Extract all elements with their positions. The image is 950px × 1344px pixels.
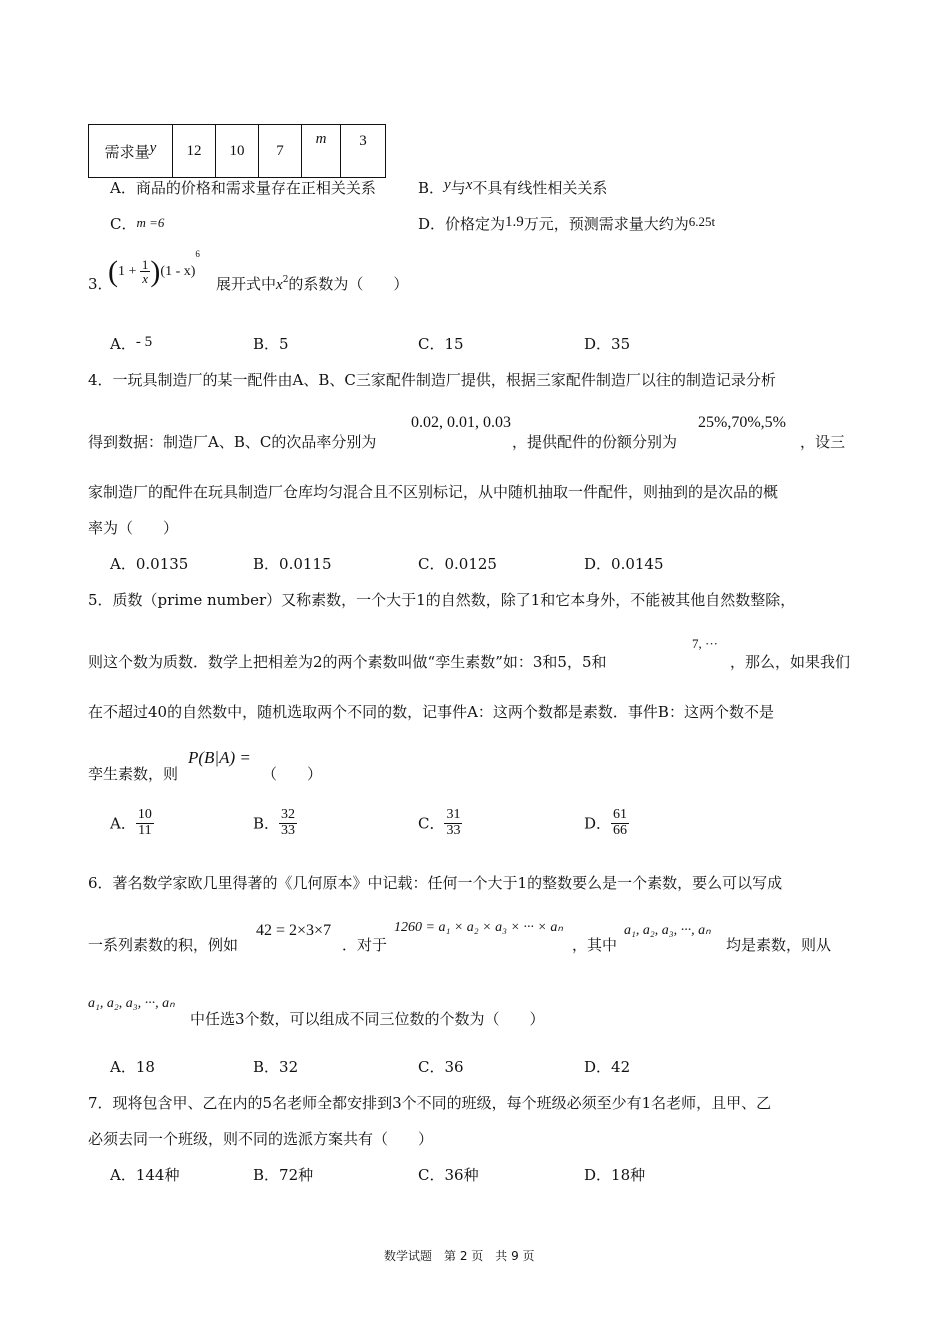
q5-line-4b: （ ） xyxy=(262,765,323,783)
table-row xyxy=(89,125,386,178)
q2-option-d: D．价格定为1.9万元，预测需求量大约为6.25t xyxy=(418,214,716,233)
q4-line-1: 4．一玩具制造厂的某一配件由A、B、C三家配件制造厂提供，根据三家配件制造厂以往的制造记录分析 xyxy=(88,371,776,389)
q6-product: 1260 = a₁ × a₂ × a₃ × ··· × aₙ xyxy=(394,920,563,935)
q3-option-a: A．- 5 xyxy=(110,334,153,353)
q6-line-1: 6．著名数学家欧几里得著的《几何原本》中记载：任何一个大于1的整数要么是一个素数，要么可以写成 xyxy=(88,874,783,892)
table-cell: 7 xyxy=(259,125,302,178)
q4-line-2c: ，设三 xyxy=(800,433,846,451)
q2-option-b: B．y与x不具有线性相关关系 xyxy=(418,177,608,197)
q7-option-b: B．72种 xyxy=(253,1166,314,1184)
q6-line-2b: ．对于 xyxy=(342,936,388,954)
q7-line-1: 7．现将包含甲、乙在内的5名老师全都安排到3个不同的班级，每个班级必须至少有1名老师，且甲、乙 xyxy=(88,1094,772,1112)
q4-rates: 0.02, 0.01, 0.03 xyxy=(411,414,511,431)
q6-line-2c: ，其中 xyxy=(572,936,618,954)
q6-option-a: A．18 xyxy=(110,1058,155,1076)
q4-option-c: C．0.0125 xyxy=(418,555,497,573)
demand-table xyxy=(88,124,386,178)
q5-line-2a: 则这个数为质数．数学上把相差为2的两个素数叫做“孪生素数”如：3和5，5和 xyxy=(88,653,607,671)
q4-option-d: D．0.0145 xyxy=(584,555,664,573)
q6-example: 42 = 2×3×7 xyxy=(256,922,332,939)
q5-line-1: 5．质数（prime number）又称素数，一个大于1的自然数，除了1和它本身外，不能被其他自然数整除， xyxy=(88,591,796,609)
q5-option-c: C． $\frac{31}{33}$ xyxy=(418,807,461,838)
q5-option-b: B． $\frac{32}{33}$ xyxy=(253,807,296,838)
q4-shares: 25%,70%,5% xyxy=(698,414,786,431)
q6-option-b: B．32 xyxy=(253,1058,299,1076)
table-cell: 3 xyxy=(341,125,386,178)
q6-option-c: C．36 xyxy=(418,1058,464,1076)
q3-expression: (1 + $\frac{1}{x}$ )(1 - x)$^6$ xyxy=(108,249,200,288)
q3-text: 展开式中$x^2$的系数为（ ） xyxy=(216,275,409,293)
q5-probability: P(B|A) = xyxy=(188,748,251,767)
q4-option-a: A．0.0135 xyxy=(110,555,189,573)
q3-option-c: C．15 xyxy=(418,335,464,353)
q2-option-c: C．m =6 xyxy=(110,215,165,233)
q4-line-3: 家制造厂的配件在玩具制造厂仓库均匀混合且不区别标记，从中随机抽取一件配件，则抽到的是次品的概 xyxy=(88,483,779,501)
q6-line-2a: 一系列素数的积，例如 xyxy=(88,936,239,954)
q6-line-3: 中任选3个数，可以组成不同三位数的个数为（ ） xyxy=(190,1010,545,1028)
q2-option-a: A．商品的价格和需求量存在正相关关系 xyxy=(110,179,376,197)
q5-sequence: 7, ··· xyxy=(692,636,718,651)
q7-line-2: 必须去同一个班级，则不同的选派方案共有（ ） xyxy=(88,1130,434,1148)
q5-option-d: D． $\frac{61}{66}$ xyxy=(584,807,628,838)
table-row-label: 需求量y xyxy=(89,125,173,178)
q4-option-b: B．0.0115 xyxy=(253,555,332,573)
table-cell: 12 xyxy=(173,125,216,178)
page-footer: 数学试题 第 2 页 共 9 页 xyxy=(384,1249,535,1263)
q6-line-2d: 均是素数，则从 xyxy=(726,936,832,954)
q6-sequence-b: a₁, a₂, a₃, ···, aₙ xyxy=(88,996,175,1011)
q3-option-d: D．35 xyxy=(584,335,631,353)
q4-line-2b: ，提供配件的份额分别为 xyxy=(512,433,678,451)
q4-line-4: 率为（ ） xyxy=(88,519,179,537)
table-cell: 10 xyxy=(216,125,259,178)
q6-sequence-a: a₁, a₂, a₃, ···, aₙ xyxy=(624,923,711,938)
q7-option-a: A．144种 xyxy=(110,1166,180,1184)
q7-option-c: C．36种 xyxy=(418,1166,479,1184)
q4-line-2a: 得到数据：制造厂A、B、C的次品率分别为 xyxy=(88,433,377,451)
q5-line-4a: 孪生素数，则 xyxy=(88,765,179,783)
q7-option-d: D．18种 xyxy=(584,1166,646,1184)
q6-option-d: D．42 xyxy=(584,1058,631,1076)
q5-line-3: 在不超过40的自然数中，随机选取两个不同的数，记事件A：这两个数都是素数．事件B：这两个数不是 xyxy=(88,703,774,721)
q3-option-b: B．5 xyxy=(253,335,289,353)
table-cell: m xyxy=(302,125,341,178)
q3-number: 3． xyxy=(88,275,113,293)
q5-option-a: A． $\frac{10}{11}$ xyxy=(110,807,152,838)
q5-line-2b: ，那么，如果我们 xyxy=(730,653,851,671)
